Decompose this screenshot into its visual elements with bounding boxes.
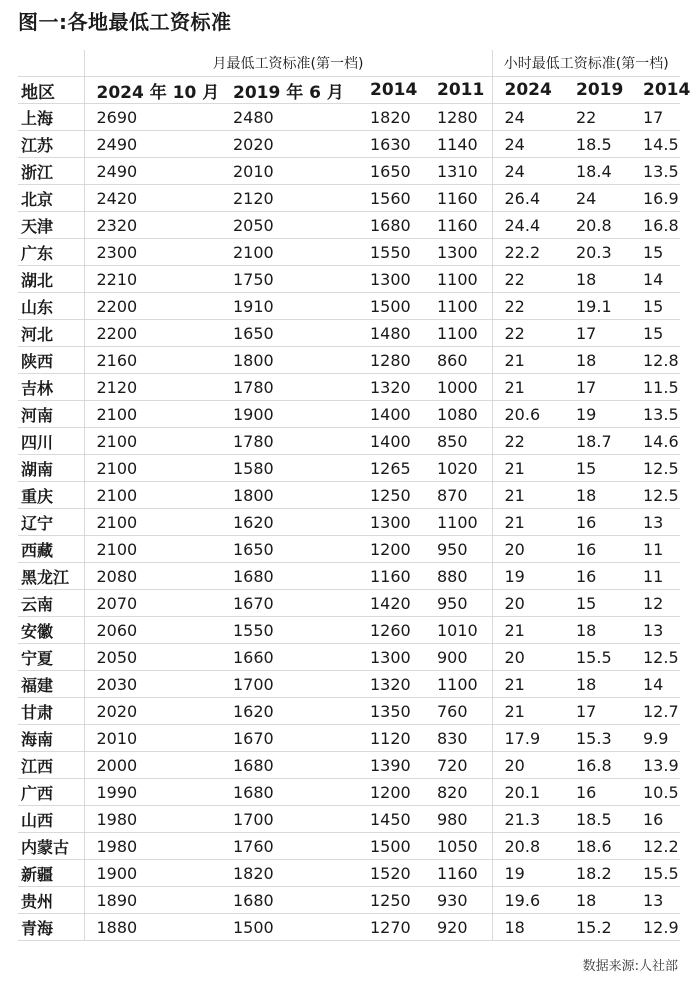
value-cell: 18.2 [564, 860, 631, 887]
value-cell: 1980 [84, 806, 221, 833]
value-cell: 830 [425, 725, 492, 752]
value-cell: 18 [564, 671, 631, 698]
group-header-hourly: 小时最低工资标准(第一档) [492, 50, 680, 77]
table-body [18, 104, 680, 941]
value-cell: 2100 [221, 239, 358, 266]
value-cell: 1760 [221, 833, 358, 860]
value-cell: 2070 [84, 590, 221, 617]
table-row [18, 509, 680, 536]
value-cell: 1300 [358, 266, 425, 293]
value-cell: 21 [492, 617, 564, 644]
value-cell: 21 [492, 347, 564, 374]
value-cell: 1300 [425, 239, 492, 266]
value-cell: 1140 [425, 131, 492, 158]
value-cell: 16 [564, 779, 631, 806]
value-cell: 20 [492, 536, 564, 563]
value-cell: 1550 [358, 239, 425, 266]
value-cell: 1910 [221, 293, 358, 320]
value-cell: 2200 [84, 293, 221, 320]
value-cell: 1265 [358, 455, 425, 482]
value-cell: 20.3 [564, 239, 631, 266]
value-cell: 1660 [221, 644, 358, 671]
value-cell: 1160 [358, 563, 425, 590]
table-row [18, 401, 680, 428]
value-cell: 2010 [84, 725, 221, 752]
value-cell: 950 [425, 536, 492, 563]
value-cell: 21.3 [492, 806, 564, 833]
value-cell: 2020 [84, 698, 221, 725]
value-cell: 1120 [358, 725, 425, 752]
value-cell: 13 [631, 887, 680, 914]
value-cell: 18.7 [564, 428, 631, 455]
value-cell: 2060 [84, 617, 221, 644]
value-cell: 1200 [358, 779, 425, 806]
value-cell: 12.9 [631, 914, 680, 941]
value-cell: 22 [564, 104, 631, 131]
value-cell: 17 [564, 320, 631, 347]
value-cell: 1100 [425, 320, 492, 347]
value-cell: 12.5 [631, 455, 680, 482]
table-row [18, 293, 680, 320]
value-cell: 16 [631, 806, 680, 833]
value-cell: 1670 [221, 590, 358, 617]
value-cell: 1100 [425, 671, 492, 698]
value-cell: 10.5 [631, 779, 680, 806]
value-cell: 2010 [221, 158, 358, 185]
value-cell: 1650 [221, 536, 358, 563]
value-cell: 2210 [84, 266, 221, 293]
value-cell: 1390 [358, 752, 425, 779]
value-cell: 24 [492, 104, 564, 131]
region-cell: 新疆 [18, 860, 84, 887]
value-cell: 18.5 [564, 806, 631, 833]
table-row [18, 779, 680, 806]
table-row [18, 320, 680, 347]
value-cell: 19 [492, 563, 564, 590]
value-cell: 1990 [84, 779, 221, 806]
value-cell: 1780 [221, 374, 358, 401]
value-cell: 1280 [358, 347, 425, 374]
value-cell: 1160 [425, 860, 492, 887]
value-cell: 9.9 [631, 725, 680, 752]
value-cell: 2160 [84, 347, 221, 374]
value-cell: 21 [492, 698, 564, 725]
region-cell: 吉林 [18, 374, 84, 401]
value-cell: 20 [492, 590, 564, 617]
group-header-monthly: 月最低工资标准(第一档) [84, 50, 492, 77]
value-cell: 2200 [84, 320, 221, 347]
value-cell: 2100 [84, 536, 221, 563]
value-cell: 930 [425, 887, 492, 914]
value-cell: 1250 [358, 482, 425, 509]
value-cell: 16 [564, 563, 631, 590]
value-cell: 2420 [84, 185, 221, 212]
value-cell: 19.1 [564, 293, 631, 320]
region-cell: 山东 [18, 293, 84, 320]
value-cell: 15.2 [564, 914, 631, 941]
value-cell: 1020 [425, 455, 492, 482]
value-cell: 13 [631, 617, 680, 644]
table-row [18, 752, 680, 779]
region-cell: 西藏 [18, 536, 84, 563]
value-cell: 1250 [358, 887, 425, 914]
region-cell: 湖北 [18, 266, 84, 293]
value-cell: 26.4 [492, 185, 564, 212]
value-cell: 24.4 [492, 212, 564, 239]
region-cell: 江苏 [18, 131, 84, 158]
table-row [18, 590, 680, 617]
value-cell: 20.8 [492, 833, 564, 860]
value-cell: 1310 [425, 158, 492, 185]
value-cell: 20.6 [492, 401, 564, 428]
value-cell: 1560 [358, 185, 425, 212]
value-cell: 1270 [358, 914, 425, 941]
value-cell: 1420 [358, 590, 425, 617]
region-cell: 安徽 [18, 617, 84, 644]
value-cell: 17 [564, 698, 631, 725]
value-cell: 24 [492, 158, 564, 185]
value-cell: 16 [564, 536, 631, 563]
value-cell: 1350 [358, 698, 425, 725]
value-cell: 2490 [84, 131, 221, 158]
value-cell: 1620 [221, 698, 358, 725]
value-cell: 1680 [221, 563, 358, 590]
table-row [18, 698, 680, 725]
table-row [18, 914, 680, 941]
value-cell: 12.8 [631, 347, 680, 374]
value-cell: 1500 [358, 833, 425, 860]
value-cell: 22 [492, 293, 564, 320]
value-cell: 1820 [358, 104, 425, 131]
value-cell: 21 [492, 455, 564, 482]
region-cell: 福建 [18, 671, 84, 698]
value-cell: 1800 [221, 347, 358, 374]
value-cell: 2000 [84, 752, 221, 779]
value-cell: 1800 [221, 482, 358, 509]
table-row [18, 536, 680, 563]
value-cell: 2100 [84, 455, 221, 482]
value-cell: 1500 [358, 293, 425, 320]
column-header-row [18, 77, 680, 104]
value-cell: 1300 [358, 644, 425, 671]
group-header-row [18, 50, 680, 77]
column-header-monthly-2014: 2014 [358, 77, 425, 104]
value-cell: 1550 [221, 617, 358, 644]
value-cell: 18.6 [564, 833, 631, 860]
table-row [18, 617, 680, 644]
value-cell: 14 [631, 266, 680, 293]
table-row [18, 347, 680, 374]
value-cell: 1650 [221, 320, 358, 347]
value-cell: 1400 [358, 428, 425, 455]
table-row [18, 266, 680, 293]
value-cell: 1620 [221, 509, 358, 536]
column-header-monthly-2024-10: 2024 年 10 月 [84, 77, 221, 104]
value-cell: 1300 [358, 509, 425, 536]
table-row [18, 563, 680, 590]
region-cell: 山西 [18, 806, 84, 833]
value-cell: 18 [564, 482, 631, 509]
value-cell: 15.5 [631, 860, 680, 887]
value-cell: 880 [425, 563, 492, 590]
value-cell: 2020 [221, 131, 358, 158]
region-cell: 上海 [18, 104, 84, 131]
value-cell: 13 [631, 509, 680, 536]
value-cell: 21 [492, 482, 564, 509]
table-row [18, 644, 680, 671]
value-cell: 16.9 [631, 185, 680, 212]
value-cell: 1680 [221, 779, 358, 806]
value-cell: 1680 [358, 212, 425, 239]
value-cell: 18.4 [564, 158, 631, 185]
value-cell: 20.1 [492, 779, 564, 806]
region-cell: 四川 [18, 428, 84, 455]
value-cell: 17.9 [492, 725, 564, 752]
region-cell: 天津 [18, 212, 84, 239]
value-cell: 22 [492, 428, 564, 455]
value-cell: 2030 [84, 671, 221, 698]
value-cell: 1680 [221, 887, 358, 914]
table-row [18, 725, 680, 752]
value-cell: 12.5 [631, 644, 680, 671]
column-header-hourly-2019: 2019 [564, 77, 631, 104]
value-cell: 18 [564, 266, 631, 293]
value-cell: 15 [631, 239, 680, 266]
value-cell: 2480 [221, 104, 358, 131]
value-cell: 1670 [221, 725, 358, 752]
value-cell: 2120 [221, 185, 358, 212]
value-cell: 2050 [84, 644, 221, 671]
region-cell: 江西 [18, 752, 84, 779]
region-cell: 辽宁 [18, 509, 84, 536]
value-cell: 21 [492, 509, 564, 536]
table-row [18, 212, 680, 239]
region-cell: 北京 [18, 185, 84, 212]
value-cell: 1880 [84, 914, 221, 941]
value-cell: 1100 [425, 509, 492, 536]
value-cell: 20 [492, 644, 564, 671]
value-cell: 14 [631, 671, 680, 698]
value-cell: 14.5 [631, 131, 680, 158]
column-header-hourly-2014: 2014 [631, 77, 680, 104]
region-cell: 青海 [18, 914, 84, 941]
value-cell: 1780 [221, 428, 358, 455]
value-cell: 24 [492, 131, 564, 158]
value-cell: 22 [492, 266, 564, 293]
region-cell: 贵州 [18, 887, 84, 914]
column-header-hourly-2024: 2024 [492, 77, 564, 104]
value-cell: 1450 [358, 806, 425, 833]
value-cell: 1320 [358, 374, 425, 401]
value-cell: 17 [631, 104, 680, 131]
table-row [18, 671, 680, 698]
column-header-monthly-2019-06: 2019 年 6 月 [221, 77, 358, 104]
value-cell: 1280 [425, 104, 492, 131]
value-cell: 12.2 [631, 833, 680, 860]
value-cell: 1160 [425, 212, 492, 239]
value-cell: 15 [564, 590, 631, 617]
value-cell: 1820 [221, 860, 358, 887]
value-cell: 1980 [84, 833, 221, 860]
region-cell: 云南 [18, 590, 84, 617]
min-wage-table [18, 50, 691, 941]
table-row [18, 860, 680, 887]
value-cell: 1630 [358, 131, 425, 158]
value-cell: 13.9 [631, 752, 680, 779]
value-cell: 22 [492, 320, 564, 347]
table-row [18, 455, 680, 482]
value-cell: 2100 [84, 401, 221, 428]
value-cell: 13.5 [631, 158, 680, 185]
table-row [18, 428, 680, 455]
value-cell: 2320 [84, 212, 221, 239]
value-cell: 18 [564, 617, 631, 644]
table-row [18, 239, 680, 266]
value-cell: 900 [425, 644, 492, 671]
value-cell: 2690 [84, 104, 221, 131]
value-cell: 2100 [84, 482, 221, 509]
value-cell: 2080 [84, 563, 221, 590]
value-cell: 15 [631, 320, 680, 347]
value-cell: 12.7 [631, 698, 680, 725]
value-cell: 15.5 [564, 644, 631, 671]
value-cell: 1320 [358, 671, 425, 698]
region-cell: 甘肃 [18, 698, 84, 725]
region-cell: 海南 [18, 725, 84, 752]
value-cell: 850 [425, 428, 492, 455]
value-cell: 11 [631, 563, 680, 590]
region-cell: 陕西 [18, 347, 84, 374]
value-cell: 1890 [84, 887, 221, 914]
column-header-region: 地区 [18, 77, 84, 104]
value-cell: 24 [564, 185, 631, 212]
region-cell: 湖南 [18, 455, 84, 482]
region-cell: 广东 [18, 239, 84, 266]
value-cell: 17 [564, 374, 631, 401]
value-cell: 1700 [221, 671, 358, 698]
value-cell: 1080 [425, 401, 492, 428]
value-cell: 18 [564, 887, 631, 914]
table-row [18, 887, 680, 914]
value-cell: 760 [425, 698, 492, 725]
table-row [18, 833, 680, 860]
value-cell: 22.2 [492, 239, 564, 266]
value-cell: 1500 [221, 914, 358, 941]
table-row [18, 374, 680, 401]
value-cell: 20 [492, 752, 564, 779]
value-cell: 15 [631, 293, 680, 320]
value-cell: 860 [425, 347, 492, 374]
value-cell: 18.5 [564, 131, 631, 158]
value-cell: 720 [425, 752, 492, 779]
value-cell: 20.8 [564, 212, 631, 239]
page-title: 图一:各地最低工资标准 [18, 10, 232, 34]
value-cell: 2100 [84, 428, 221, 455]
region-cell: 宁夏 [18, 644, 84, 671]
column-header-monthly-2011: 2011 [425, 77, 492, 104]
value-cell: 16.8 [564, 752, 631, 779]
value-cell: 1580 [221, 455, 358, 482]
value-cell: 1520 [358, 860, 425, 887]
value-cell: 1010 [425, 617, 492, 644]
value-cell: 16 [564, 509, 631, 536]
table-row [18, 482, 680, 509]
value-cell: 1100 [425, 293, 492, 320]
region-cell: 内蒙古 [18, 833, 84, 860]
value-cell: 21 [492, 374, 564, 401]
value-cell: 1000 [425, 374, 492, 401]
group-header-blank [18, 50, 84, 77]
region-cell: 河北 [18, 320, 84, 347]
value-cell: 1700 [221, 806, 358, 833]
value-cell: 13.5 [631, 401, 680, 428]
table-row [18, 158, 680, 185]
value-cell: 1650 [358, 158, 425, 185]
value-cell: 21 [492, 671, 564, 698]
value-cell: 1200 [358, 536, 425, 563]
region-cell: 河南 [18, 401, 84, 428]
value-cell: 12 [631, 590, 680, 617]
table-row [18, 185, 680, 212]
value-cell: 1680 [221, 752, 358, 779]
value-cell: 19.6 [492, 887, 564, 914]
value-cell: 14.6 [631, 428, 680, 455]
value-cell: 1160 [425, 185, 492, 212]
value-cell: 1260 [358, 617, 425, 644]
value-cell: 15 [564, 455, 631, 482]
value-cell: 1400 [358, 401, 425, 428]
value-cell: 19 [492, 860, 564, 887]
value-cell: 2300 [84, 239, 221, 266]
value-cell: 920 [425, 914, 492, 941]
source-note: 数据来源:人社部 [582, 959, 678, 974]
value-cell: 18 [564, 347, 631, 374]
table-row [18, 131, 680, 158]
value-cell: 2050 [221, 212, 358, 239]
value-cell: 820 [425, 779, 492, 806]
value-cell: 1050 [425, 833, 492, 860]
value-cell: 980 [425, 806, 492, 833]
value-cell: 11 [631, 536, 680, 563]
value-cell: 1900 [84, 860, 221, 887]
value-cell: 870 [425, 482, 492, 509]
region-cell: 黑龙江 [18, 563, 84, 590]
value-cell: 1900 [221, 401, 358, 428]
table-row [18, 104, 680, 131]
value-cell: 950 [425, 590, 492, 617]
value-cell: 15.3 [564, 725, 631, 752]
table-row [18, 806, 680, 833]
region-cell: 浙江 [18, 158, 84, 185]
region-cell: 广西 [18, 779, 84, 806]
value-cell: 16.8 [631, 212, 680, 239]
region-cell: 重庆 [18, 482, 84, 509]
value-cell: 2490 [84, 158, 221, 185]
value-cell: 1100 [425, 266, 492, 293]
value-cell: 1480 [358, 320, 425, 347]
value-cell: 18 [492, 914, 564, 941]
value-cell: 12.5 [631, 482, 680, 509]
value-cell: 19 [564, 401, 631, 428]
value-cell: 11.5 [631, 374, 680, 401]
value-cell: 1750 [221, 266, 358, 293]
value-cell: 2100 [84, 509, 221, 536]
value-cell: 2120 [84, 374, 221, 401]
